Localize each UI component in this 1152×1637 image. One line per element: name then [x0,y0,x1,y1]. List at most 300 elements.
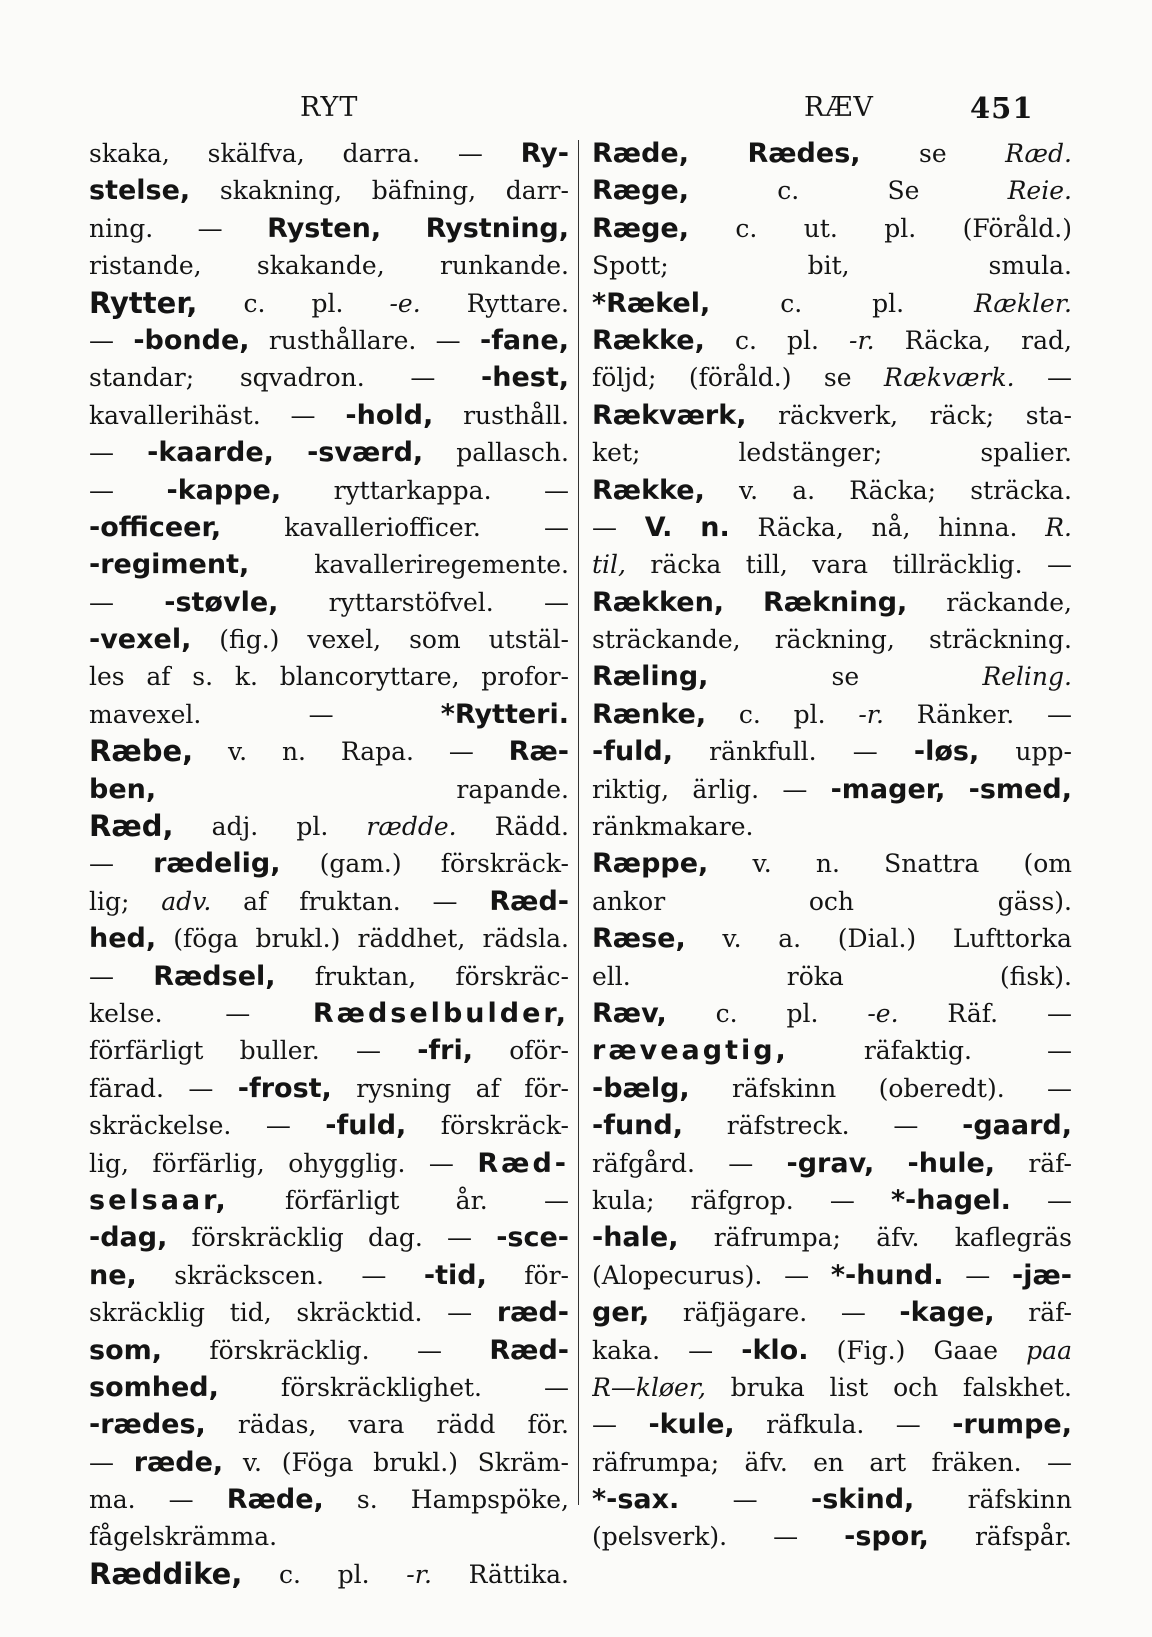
text-line [592,621,1072,658]
text-line [89,210,569,247]
word: ning. [89,213,154,243]
word: R. [1045,512,1072,542]
word: fruktan, [314,961,417,991]
headword: -hale, [592,1222,679,1254]
headword: ræde, [133,1446,224,1478]
word: rad, [1021,325,1072,355]
word: adj. [211,812,259,842]
word: — [308,699,334,729]
word: — [543,1185,569,1215]
text-line [89,1107,569,1144]
word: lig, [89,1148,129,1178]
word: rädsla. [482,924,569,954]
word: — [1046,1185,1072,1215]
word: räfrumpa; [592,1447,720,1477]
headword: Rædes, [747,138,861,169]
word: — [592,1410,617,1440]
word: — [457,139,483,168]
word: n. [281,737,306,767]
headword: *-hund. [830,1259,944,1291]
word: skälfva, [207,139,305,168]
word: — [1046,550,1072,580]
headword: -mager, [830,773,946,805]
text-line [89,733,569,770]
word: Spott; [592,251,669,281]
word: rædde. [366,812,457,842]
word: (Föga [281,1447,354,1477]
word: rusthåll. [463,400,569,430]
word: -e. [389,288,421,318]
headword: ræveagtig, [592,1035,789,1067]
word: förfärligt [285,1185,400,1215]
word: v. [739,475,759,505]
word: — [290,400,316,430]
word: — [265,1111,291,1141]
text-line [592,1219,1072,1256]
word: Räf. [947,998,999,1028]
word: räfskinn [967,1485,1072,1515]
word: (gam.) [319,849,402,879]
word: för- [524,1260,569,1290]
text-line [89,621,569,658]
word: ryttarstöfvel. [328,587,494,617]
word: räfgrop. [690,1185,794,1215]
text-line [592,808,1072,845]
word: blancoryttare, [279,662,460,692]
headword: selsaar, [89,1184,229,1216]
word: c. [279,1559,301,1589]
text-line [89,434,569,471]
word: ärlig. [692,774,760,804]
word: -r. [849,325,875,355]
word: som [409,625,461,655]
headword: Rædsel, [153,960,276,992]
word: skaka, [89,139,170,168]
word: — [435,325,461,355]
text-line [89,1369,569,1406]
word: R—kløer, [592,1372,706,1402]
text-line [592,920,1072,957]
text-line [592,322,1072,359]
word: buller. [239,1036,320,1066]
word: rapande. [456,774,569,804]
text-line [89,771,569,808]
word: ma. [89,1485,136,1515]
headword: -kappe, [166,474,282,506]
text-line [89,322,569,359]
word: — [544,587,569,617]
word: s. [192,662,214,692]
word: se [823,363,852,393]
text-line [89,247,569,284]
headword: -fuld, [325,1110,407,1142]
word: c. [780,288,803,318]
text-line [89,883,569,920]
word: ankor [592,886,666,916]
word: nå, [871,512,911,542]
word: fruktan. [299,886,401,916]
word: — [448,737,474,767]
word: — [1046,699,1072,729]
page-number: 451 [970,91,1034,125]
word: utstäl- [488,625,569,655]
text-line [89,696,569,733]
word: -r. [406,1559,432,1589]
headword: -rumpe, [952,1409,1072,1441]
text-line [592,1182,1072,1219]
word: oför- [509,1036,569,1066]
word: pl. [884,213,917,243]
headword: Rædselbulder, [312,997,569,1029]
word: bäfning, [371,176,477,206]
word: — [1046,1073,1072,1103]
text-line [592,172,1072,209]
text-line [592,359,1072,396]
word: Räcka; [849,475,937,505]
word: år. [455,1185,488,1215]
headword: *-sax. [592,1484,680,1516]
text-line [592,434,1072,471]
headword: -bonde, [133,324,250,356]
headword: -jæ- [1011,1259,1072,1291]
word: (fisk). [999,961,1072,991]
text-line [592,1518,1072,1555]
word: Räcka, [904,325,992,355]
word: profor- [481,662,569,692]
headword: ne, [89,1259,137,1291]
word: skräckelse. [89,1111,232,1141]
word: Reie. [1007,176,1072,206]
word: c. [777,176,800,206]
word: pl. [786,325,819,355]
text-line [89,135,569,172]
word: kavallerihäst. [89,400,261,430]
text-line [592,472,1072,509]
headword: ræd- [496,1297,569,1329]
word: — [447,1298,473,1328]
word: — [1047,1036,1072,1066]
headword: Rystning, [425,212,569,244]
word: smula. [988,251,1072,281]
word: — [688,1335,714,1365]
headword: stelse, [89,175,191,207]
word: skräcklig [89,1298,205,1328]
word: förskräck- [440,849,569,879]
headword: hed, [89,923,157,955]
text-line [592,135,1072,172]
word: — [410,363,436,393]
word: sträckande, [592,625,741,655]
headword: -hule, [907,1147,996,1179]
word: sqvadron. [239,363,365,393]
word: ket; [592,438,641,468]
headword: Ræd- [489,885,569,917]
word: förskräck- [440,1111,569,1141]
text-line [592,247,1072,284]
word: pallasch. [456,438,569,468]
text-line [592,658,1072,695]
headword: -hold, [345,399,434,431]
word: vara [348,1410,405,1440]
word: följd; [592,363,657,393]
word: af [475,1073,500,1103]
word: — [728,1148,754,1178]
headword: -frost, [237,1072,332,1104]
word: — [355,1036,381,1066]
word: en [813,1447,844,1477]
headword: ben, [89,773,157,805]
headword: -regiment, [89,549,250,581]
word: v. [228,737,248,767]
word: — [89,1447,114,1477]
text-line [89,808,569,845]
word: c. [243,288,266,318]
word: — [89,587,114,617]
word: förfärlig, [152,1148,265,1178]
word: (pelsverk). [592,1522,728,1552]
word: (föråld.) [688,363,792,393]
text-line [592,696,1072,733]
word: (oberedt). [878,1073,1005,1103]
word: och [808,886,855,916]
word: a. [792,475,816,505]
word: pl. [786,998,819,1028]
text-line [592,995,1072,1032]
word: ut. [803,213,838,243]
headword: -gaard, [962,1110,1072,1142]
word: — [773,1522,799,1552]
word: til, [592,550,626,580]
headword: Rytter, [89,285,198,320]
word: lig; [89,886,130,916]
word: Rädd. [494,812,569,842]
text-line [592,1294,1072,1331]
word: Rättika. [468,1559,569,1589]
text-line [89,920,569,957]
word: bit, [807,251,850,281]
word: (Fig.) [836,1335,906,1365]
word: runkande. [439,251,569,281]
word: ränkfull. [709,737,817,767]
word: — [1046,998,1072,1028]
word: brukl.) [373,1447,458,1477]
word: förskräcklighet. [280,1372,482,1402]
text-line [89,1257,569,1294]
word: — [782,774,808,804]
word: sträckning. [928,625,1072,655]
text-line [89,509,569,546]
word: rädas, [237,1410,317,1440]
word: till, [745,550,788,580]
text-line [592,733,1072,770]
headword: Ræd- [489,1334,569,1366]
word: — [432,886,458,916]
word: s. [356,1485,378,1515]
text-line [89,285,569,322]
word: Reling. [982,662,1072,692]
word: — [732,1485,758,1515]
word: (Föråld.) [962,213,1072,243]
headword: -hest, [481,362,569,394]
word: Se [887,176,920,206]
headword: -kule, [648,1409,735,1441]
headword: -vexel, [89,624,192,656]
word: räfjägare. [682,1298,808,1328]
text-line [89,172,569,209]
word: färad. [89,1073,164,1103]
word: Gaae [933,1335,999,1365]
word: — [784,1260,810,1290]
word: och [893,1372,939,1402]
word: — [965,1260,991,1290]
word: förfärligt [89,1036,204,1066]
text-line [592,546,1072,583]
word: Ränker. [916,699,1015,729]
text-line [592,1444,1072,1481]
word: förskräcklig [191,1223,344,1253]
word: Ræd. [1005,139,1072,168]
text-line [89,995,569,1032]
word: — [447,1223,472,1253]
word: skräckscen. [174,1260,324,1290]
word: ränkmakare. [592,812,754,842]
word: räf- [1028,1148,1072,1178]
word: ryttarkappa. [333,475,492,505]
text-line [592,883,1072,920]
word: räfkula. [766,1410,865,1440]
text-line [592,210,1072,247]
word: v. [242,1447,262,1477]
word: rädd [436,1410,496,1440]
word: — [829,1185,855,1215]
headword: *Rækel, [592,287,711,319]
word: kaflegräs [954,1223,1072,1253]
word: — [197,213,223,243]
word: — [1046,1447,1072,1477]
word: -e. [867,998,899,1028]
word: Rækler. [973,288,1072,318]
word: kavalleriofficer. [284,512,481,542]
headword: Ræse, [592,923,686,955]
word: kula; [592,1185,655,1215]
headword: Ræd- [477,1147,569,1179]
word: skakning, [219,176,343,206]
word: tillräcklig. [892,550,1023,580]
headword: -løs, [913,736,980,768]
headword: Rækning, [762,586,908,618]
headword: Rækværk, [592,399,747,431]
headword: Ræge, [592,175,689,207]
text-line [89,472,569,509]
word: räfstreck. [726,1111,850,1141]
text-line [89,546,569,583]
column-divider [578,140,579,1505]
word: äfv. [744,1447,788,1477]
headword: Ræd, [89,809,174,844]
word: ristande, [89,251,202,281]
word: skräcktid. [296,1298,423,1328]
headword: -bælg, [592,1072,690,1104]
headword: Rysten, [267,212,382,244]
text-line [592,1107,1072,1144]
text-line [89,845,569,882]
word: adv. [161,886,212,916]
word: räck; [929,400,995,430]
text-line [592,1332,1072,1369]
text-line [89,1294,569,1331]
headword: -sce- [496,1222,569,1254]
word: pl. [311,288,344,318]
word: räcka [650,550,722,580]
headword: Ræling, [592,661,709,693]
text-line [592,771,1072,808]
headword: -dag, [89,1222,168,1254]
headword: -klo. [741,1334,809,1366]
headword: Ræv, [592,997,667,1029]
word: — [416,1335,442,1365]
word: darr- [505,176,569,206]
word: — [852,737,878,767]
text-line [89,584,569,621]
word: röka [786,961,844,991]
headword: Ræde, [226,1484,324,1516]
text-line [89,958,569,995]
word: af [243,886,268,916]
word: räckande, [946,587,1072,617]
word: — [840,1298,866,1328]
word: — [428,1148,454,1178]
word: Rækværk. [883,363,1015,393]
word: spalier. [980,438,1072,468]
word: (om [1023,849,1072,879]
word: tid, [229,1298,272,1328]
headword: Række, [592,324,705,356]
headword: -officeer, [89,511,222,543]
headword: -fund, [592,1110,683,1142]
text-line [592,1481,1072,1518]
word: fågelskrämma. [89,1522,278,1552]
word: — [895,1410,921,1440]
headword: Rækken, [592,586,725,618]
word: — [1046,363,1072,393]
headword: -fuld, [592,736,674,768]
text-line [89,1032,569,1069]
word: vexel, [307,625,382,655]
word: Ryttare. [466,288,569,318]
word: ell. [592,961,631,991]
headword: *Rytteri. [440,698,569,730]
text-line [89,1070,569,1107]
word: -r. [858,699,884,729]
left-column [89,135,569,1593]
word: gäss). [997,886,1072,916]
word: förskräc- [455,961,569,991]
text-line [592,1032,1072,1069]
word: les [89,662,125,692]
text-line [89,658,569,695]
text-line [592,1257,1072,1294]
text-line [592,1145,1072,1182]
text-line [89,1182,569,1219]
word: räfaktig. [863,1036,972,1066]
word: äfv. [876,1223,920,1253]
text-line [89,1556,569,1593]
headword: Ry- [520,138,569,169]
headword: Ræbe, [89,734,194,769]
text-line [89,1481,569,1518]
word: v. [722,924,742,954]
word: sträcka. [970,475,1072,505]
